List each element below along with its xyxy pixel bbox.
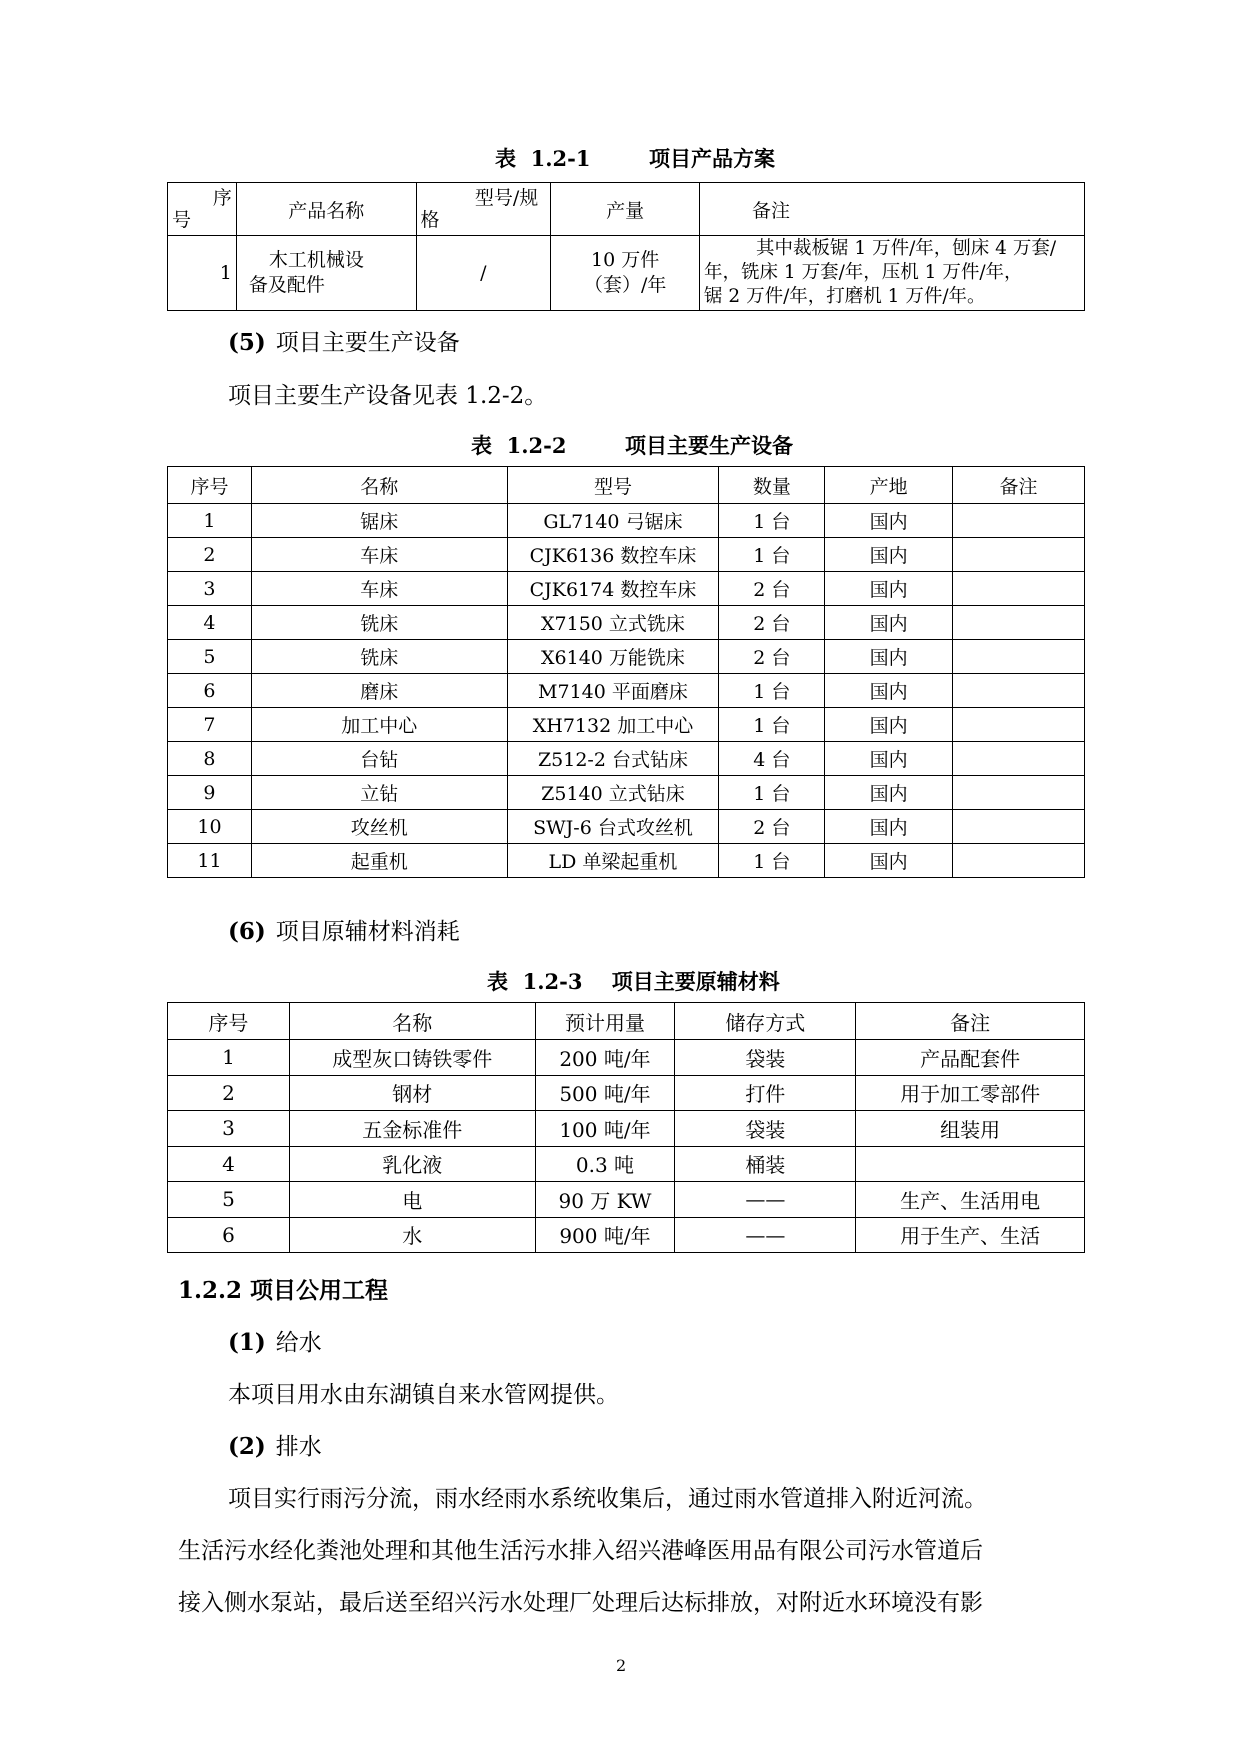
- table-row: 2 钢材 500 吨/年 打件 用于加工零部件: [168, 1075, 1085, 1111]
- table-row: 8 台钻 Z512-2 台式钻床 4 台 国内: [168, 742, 1085, 776]
- header-seq: 序号: [168, 1003, 290, 1040]
- equipment-table: [167, 466, 1085, 878]
- table-row: 3 车床 CJK6174 数控车床 2 台 国内: [168, 572, 1085, 606]
- header-remark: 备注: [700, 183, 1085, 236]
- header-model: 型号/规 格: [416, 183, 551, 236]
- table3-caption: 表 1.2-3 项目主要原辅材料: [487, 969, 780, 994]
- table-header-row: [168, 467, 1085, 504]
- table-row: 6 磨床 M7140 平面磨床 1 台 国内: [168, 674, 1085, 708]
- header-seq: 序号: [168, 467, 252, 504]
- header-name: 名称: [251, 467, 507, 504]
- table-row: 3 五金标准件 100 吨/年 袋装 组装用: [168, 1111, 1085, 1147]
- header-model: 型号: [507, 467, 719, 504]
- cell-model: /: [416, 236, 551, 311]
- table1-caption: 表 1.2-1 项目产品方案: [495, 146, 775, 171]
- header-seq: 序 号: [168, 183, 237, 236]
- table-row: 10 攻丝机 SWJ-6 台式攻丝机 2 台 国内: [168, 810, 1085, 844]
- section-drainage-heading: (2) 排水: [228, 1433, 322, 1460]
- header-remark: 备注: [953, 467, 1085, 504]
- product-plan-table: [167, 182, 1085, 311]
- paragraph-water-supply: 本项目用水由东湖镇自来水管网提供。: [228, 1382, 619, 1408]
- cell-remark: 其中裁板锯 1 万件/年，刨床 4 万套/ 年，铣床 1 万套/年，压机 1 万件/年， 锯 2 万件/年，打磨机 1 万件/年。: [700, 236, 1085, 311]
- header-name: 产品名称: [236, 183, 416, 236]
- table-row: 4 乳化液 0.3 吨 桶装: [168, 1146, 1085, 1182]
- paragraph-drainage-line1: 项目实行雨污分流，雨水经雨水系统收集后，通过雨水管道排入附近河流。: [228, 1486, 987, 1512]
- header-quantity: 数量: [719, 467, 825, 504]
- table-row: 7 加工中心 XH7132 加工中心 1 台 国内: [168, 708, 1085, 742]
- section-1-2-2-heading: 1.2.2 项目公用工程: [178, 1277, 389, 1304]
- header-origin: 产地: [825, 467, 953, 504]
- cell-name: 木工机械设 备及配件: [236, 236, 416, 311]
- header-remark: 备注: [856, 1003, 1085, 1040]
- cell-output: 10 万件 （套）/年: [551, 236, 700, 311]
- materials-table: [167, 1002, 1085, 1253]
- table-header-row: [168, 183, 1085, 236]
- paragraph-drainage-line2: 生活污水经化粪池处理和其他生活污水排入绍兴港峰医用品有限公司污水管道后: [178, 1538, 983, 1564]
- table-row: [168, 236, 1085, 311]
- header-name: 名称: [289, 1003, 535, 1040]
- table-row: 9 立钻 Z5140 立式钻床 1 台 国内: [168, 776, 1085, 810]
- table-row: 6 水 900 吨/年 —— 用于生产、生活: [168, 1217, 1085, 1253]
- header-output: 产量: [551, 183, 700, 236]
- table-header-row: [168, 1003, 1085, 1040]
- header-usage: 预计用量: [535, 1003, 675, 1040]
- table-row: 1 锯床 GL7140 弓锯床 1 台 国内: [168, 504, 1085, 538]
- cell-seq: 1: [168, 236, 237, 311]
- paragraph-equipment-ref: 项目主要生产设备见表 1.2-2。: [228, 383, 548, 409]
- table-row: 5 铣床 X6140 万能铣床 2 台 国内: [168, 640, 1085, 674]
- table-row: 5 电 90 万 KW —— 生产、生活用电: [168, 1182, 1085, 1218]
- table-row: 11 起重机 LD 单梁起重机 1 台 国内: [168, 844, 1085, 878]
- table2-caption: 表 1.2-2 项目主要生产设备: [471, 433, 793, 458]
- section-water-supply-heading: (1) 给水: [228, 1329, 322, 1356]
- table-row: 4 铣床 X7150 立式铣床 2 台 国内: [168, 606, 1085, 640]
- header-storage: 储存方式: [675, 1003, 856, 1040]
- paragraph-drainage-line3: 接入侧水泵站，最后送至绍兴污水处理厂处理后达标排放，对附近水环境没有影: [178, 1590, 983, 1616]
- table-row: 2 车床 CJK6136 数控车床 1 台 国内: [168, 538, 1085, 572]
- table-row: 1 成型灰口铸铁零件 200 吨/年 袋装 产品配套件: [168, 1040, 1085, 1076]
- section-5-heading: (5) 项目主要生产设备: [228, 329, 460, 356]
- section-6-heading: (6) 项目原辅材料消耗: [228, 918, 460, 945]
- page-number: 2: [616, 1656, 627, 1675]
